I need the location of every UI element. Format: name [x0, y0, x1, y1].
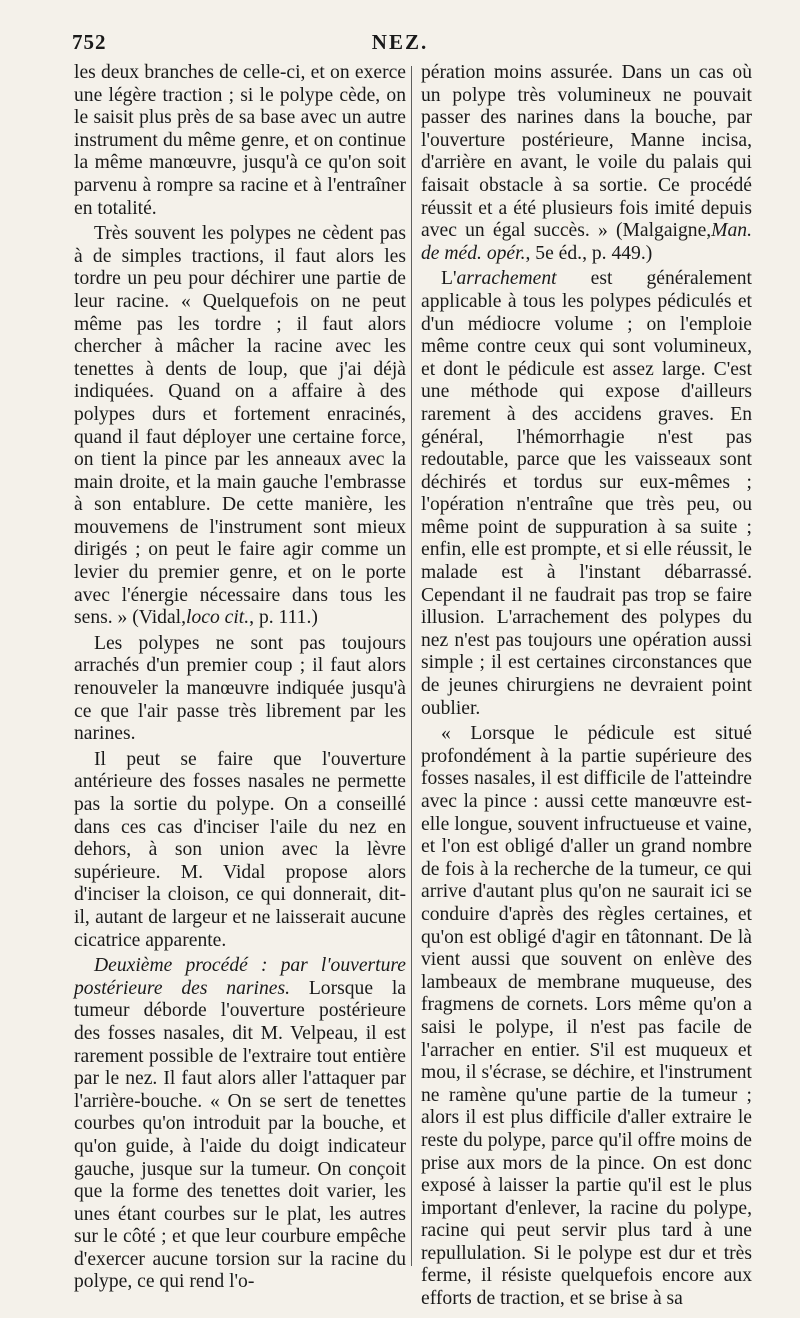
column-divider: [411, 66, 412, 1266]
paragraph: [74, 62, 406, 220]
right-column: [421, 62, 752, 1314]
text-run: , 5e éd., p. 449.): [525, 242, 653, 264]
text-run: « Lorsque le pédicule est situé profondément à la partie supérieure des fosses nasales, il est difficile de l'atteindre avec la pince : aussi cette manœuvre est-elle longue, souvent infructueuse et vaine, et l'on est obligé d'aller un grand nombre de fois à la recherche de la tumeur, ce qui arrive d'autant plus qu'on ne saurait ici se conduire d'après des règles certaines, et qu'on est obligé d'agir en tâtonnant. De là vient aussi que souvent on enlève des lambeaux de membrane muqueuse, des fragmens de cornets. Lors même qu'on a saisi le polype, il n'est pas facile de l'arracher en entier. S'il est muqueux et mou, il s'écrase, se déchire, et l'instrument ne ramène qu'une partie de la tumeur ; alors il est plus difficile d'aller extraire le reste du polype, parce qu'il offre moins de prise aux mors de la pince. On est donc exposé à laisser la partie qu'il est le plus important d'enlever, la racine du polype, racine qui peut servir plus tard à une repullulation. Si le polype est dur et très ferme, il résiste quelquefois encore aux efforts de traction, et se brise à sa: [421, 723, 752, 1310]
text-run: L': [441, 268, 457, 290]
text-run: Les polypes ne sont pas toujours arrachés d'un premier coup ; il faut alors renouveler la manœuvre indiquée jusqu'à ce que l'air passe très librement par les narines.: [74, 632, 406, 745]
text-run: les deux branches de celle-ci, et on exerce une légère traction ; si le polype cède, on le saisit plus près de sa base avec un autre instrument du même genre, et on continue la même manœuvre, jusqu'à ce qu'on soit parvenu à rompre sa racine et à l'entraîner en totalité.: [74, 62, 406, 219]
text-run: , p. 111.): [249, 607, 318, 629]
text-run: pération moins assurée. Dans un cas où un polype très volumineux ne pouvait passer des narines dans la bouche, par l'ouverture postérieure, Manne incisa, d'arrière en avant, le voile du palais qui faisait obstacle à sa sortie. Ce procédé réussit et a été plusieurs fois imité depuis avec un égal succès. » (Malgaigne,: [421, 62, 752, 242]
running-head: NEZ.: [371, 30, 429, 54]
paragraph: [74, 749, 406, 952]
paragraph: [74, 955, 406, 1294]
italic-text: Deuxième procédé : par l'ouverture postérieure des narines.: [74, 955, 406, 999]
paragraph: [74, 633, 406, 746]
paragraph: [421, 62, 752, 265]
italic-text: Man. de méd. opér.: [421, 220, 752, 264]
paragraph: [421, 268, 752, 720]
page-number: 752: [72, 30, 107, 54]
text-run: Il peut se faire que l'ouverture antérieure des fosses nasales ne permette pas la sortie du polype. On a conseillé dans ces cas d'inciser l'aile du nez en dehors, à son union avec la lèvre supérieure. M. Vidal propose alors d'inciser la cloison, ce qui donnerait, dit-il, autant de largeur et ne laisserait aucune cicatrice apparente.: [74, 748, 406, 951]
text-run: est généralement applicable à tous les polypes pédiculés et d'un médiocre volume ; on l'emploie même contre ceux qui sont volumineux, et dont le pédicule est assez large. C'est une méthode qui expose d'ailleurs rarement à des accidens graves. En général, l'hémorrhagie n'est pas redoutable, parce que les vaisseaux sont déchirés et tordus sur eux-mêmes ; l'opération n'entraîne que très peu, ou même point de suppuration à sa suite ; enfin, elle est prompte, et si elle réussit, le malade est à l'instant débarrassé. Cependant il ne faudrait pas trop se faire illusion. L'arrachement des polypes du nez n'est pas toujours une opération aussi simple ; il est certaines circonstances que de jeunes chirurgiens ne devraient point oublier.: [421, 268, 752, 719]
italic-text: arrachement: [456, 268, 557, 290]
left-column: [74, 62, 406, 1297]
text-run: Lorsque la tumeur déborde l'ouverture postérieure des fosses nasales, dit M. Velpeau, il est rarement possible de l'extraire tout entière par le nez. Il faut alors aller l'attaquer par l'arrière-bouche. « On se sert de tenettes courbes qu'on introduit par la bouche, et qu'on guide, à l'aide du doigt indicateur gauche, jusque sur la tumeur. On conçoit que la forme des tenettes doit varier, les unes étant courbes sur le plat, les autres sur le côté ; et que leur courbure empêche d'exercer aucune torsion sur la racine du polype, ce qui rend l'o-: [74, 977, 406, 1293]
paragraph: [421, 723, 752, 1310]
page-header: [72, 30, 752, 58]
text-run: Très souvent les polypes ne cèdent pas à de simples tractions, il faut alors les tordre un peu pour déchirer une partie de leur racine. « Quelquefois on ne peut même pas les tordre ; il faut alors chercher à mâcher la racine avec les tenettes à dents de loup, que j'ai déjà indiquées. Quand on a affaire à des polypes durs et fortement enracinés, quand il faut déployer une certaine force, on tient la pince par les anneaux avec la main droite, et la main gauche l'embrasse à son entablure. De cette manière, les mouvemens de l'instrument sont mieux dirigés ; on peut le faire agir comme un levier du premier genre, et on le porte avec l'énergie nécessaire dans tous les sens. » (Vidal,: [74, 223, 406, 629]
italic-text: loco cit.: [186, 607, 250, 629]
paragraph: [74, 223, 406, 630]
